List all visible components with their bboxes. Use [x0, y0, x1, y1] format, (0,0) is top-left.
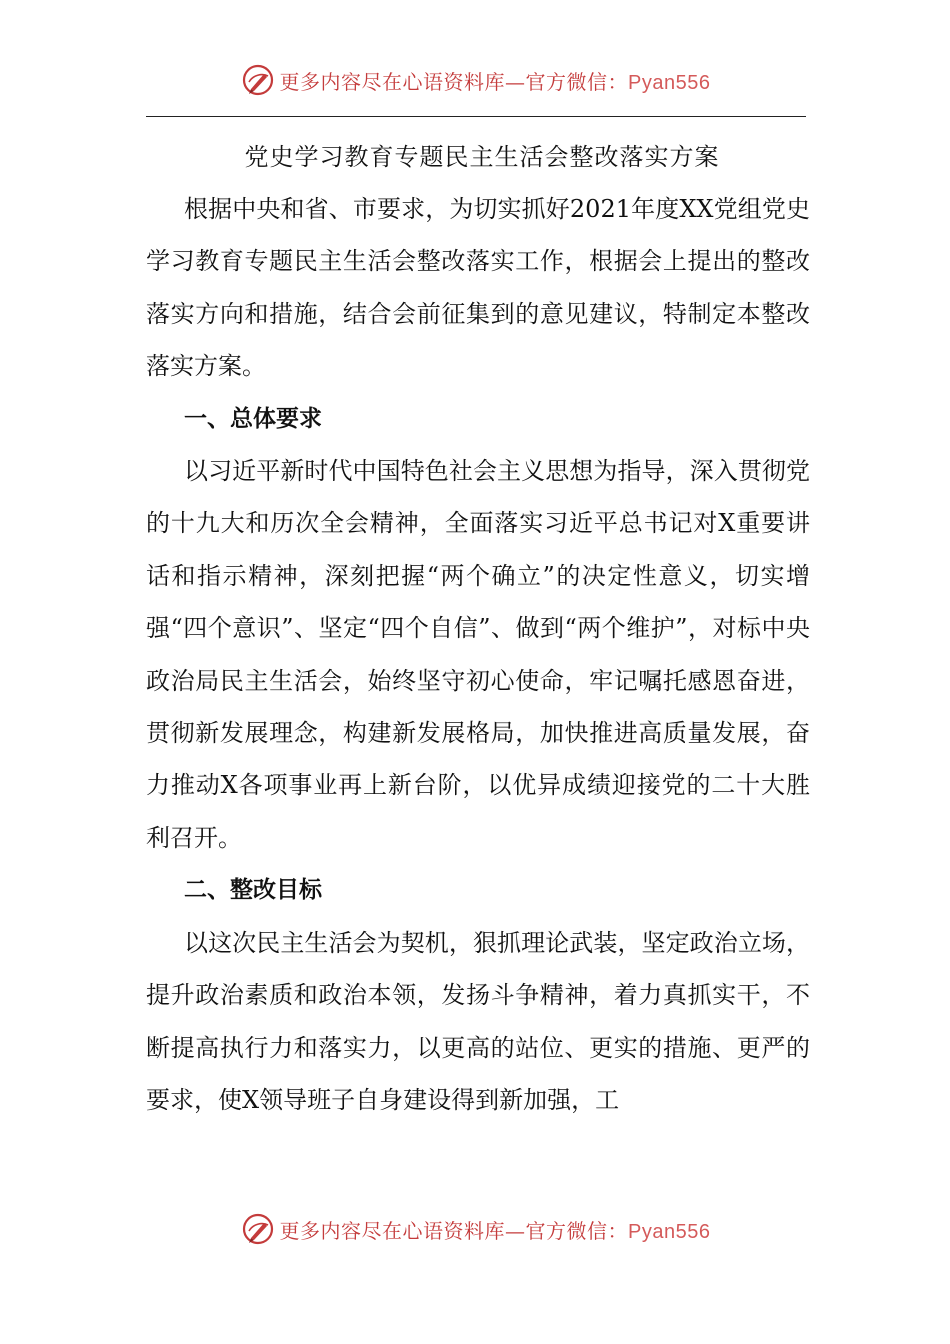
- wechat-handle: Pyan556: [628, 71, 711, 94]
- header-watermark: [0, 58, 950, 102]
- section-body-overall-requirements: 以习近平新时代中国特色社会主义思想为指导，深入贯彻党的十九大和历次全会精神，全面落实习近平总书记对X重要讲话和指示精神，深刻把握“两个确立”的决定性意义，切实增强“四个意识”、坚定“四个自信”、做到“两个维护”，对标中央政治局民主生活会，始终坚守初心使命，牢记嘱托感恩奋进，贯彻新发展理念，构建新发展格局，加快推进高质量发展，奋力推动X各项事业再上新台阶，以优异成绩迎接党的二十大胜利召开。: [146, 457, 810, 852]
- section-heading-overall-requirements: 一、总体要求: [184, 405, 322, 432]
- watermark-text: 更多内容尽在心语资料库—官方微信：Pyan556: [279, 69, 711, 94]
- header-rule: [146, 116, 806, 117]
- pen-logo-icon: [240, 62, 276, 98]
- footer-watermark: [0, 1207, 950, 1251]
- section-body-rectification-goals: 以这次民主生活会为契机，狠抓理论武装，坚定政治立场，提升政治素质和政治本领，发扬斗争精神，着力真抓实干，不断提高执行力和落实力，以更高的站位、更实的措施、更严的要求，使X领导班子自身建设得到新加强，工: [146, 928, 810, 1114]
- watermark-text: 更多内容尽在心语资料库—官方微信：Pyan556: [279, 1218, 711, 1243]
- document-body: [146, 131, 810, 1126]
- pen-logo-icon: [240, 1211, 276, 1247]
- document-title: 党史学习教育专题民主生活会整改落实方案: [244, 143, 720, 171]
- section-heading-rectification-goals: 二、整改目标: [184, 877, 322, 904]
- wechat-handle: Pyan556: [628, 1220, 711, 1243]
- intro-paragraph: 根据中央和省、市要求，为切实抓好2021年度XX党组党史学习教育专题民主生活会整改落实工作，根据会上提出的整改落实方向和措施，结合会前征集到的意见建议，特制定本整改落实方案。: [146, 195, 810, 381]
